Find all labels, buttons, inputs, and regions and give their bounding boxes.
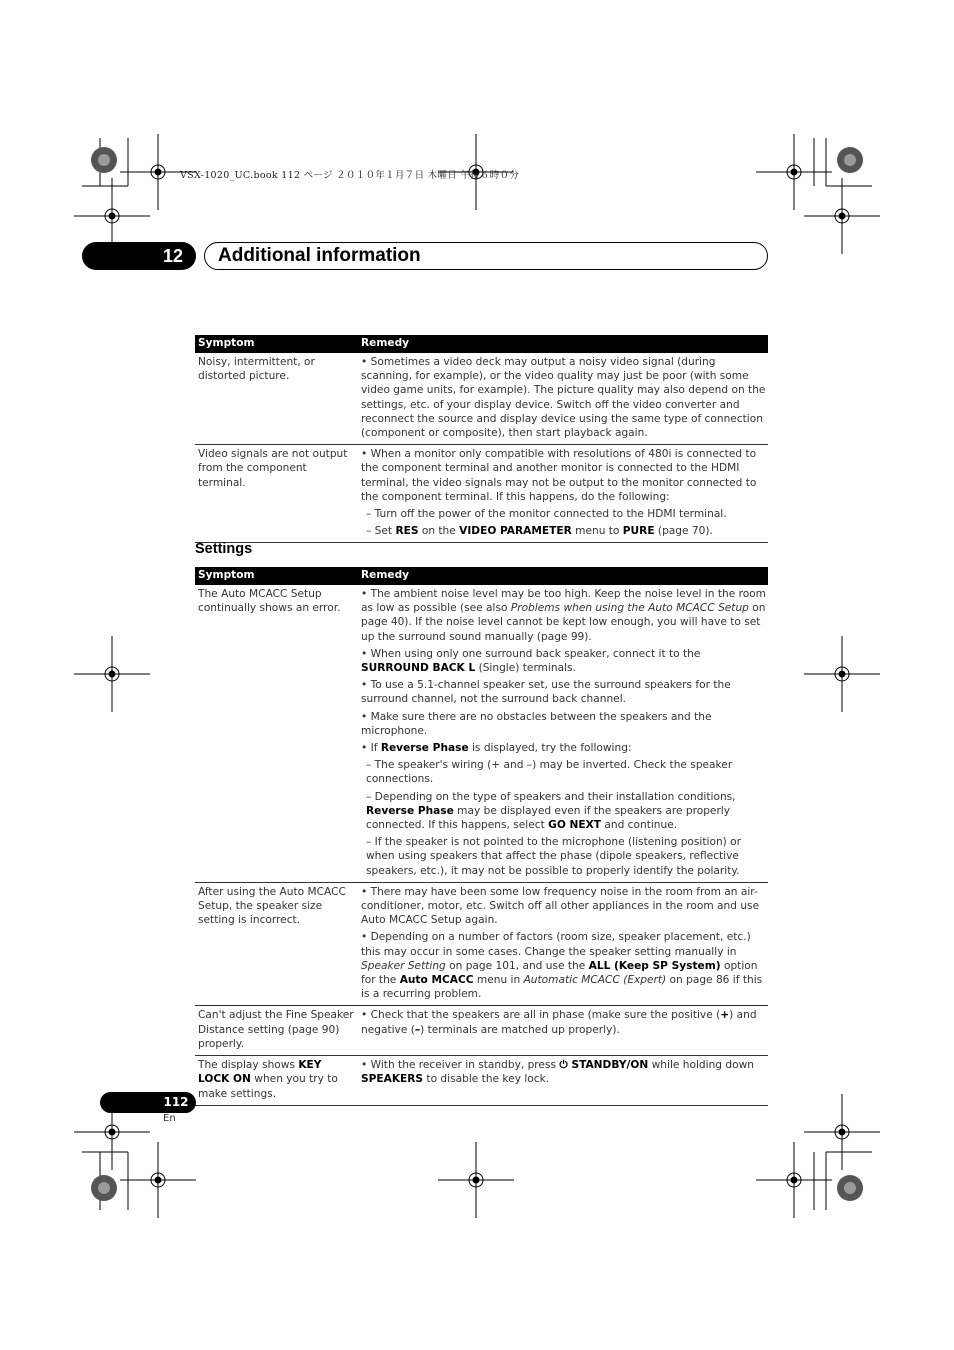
starburst-target-icon xyxy=(837,147,863,173)
remedy-text: • When using only one surround back speaker, connect it to the SURROUND BACK L (Single) terminals. xyxy=(361,647,701,675)
registration-mark-icon xyxy=(120,1142,196,1218)
symptom-cell: After using the Auto MCACC Setup, the speaker size setting is incorrect. xyxy=(198,885,346,927)
remedy-text: • There may have been some low frequency noise in the room from an air-conditioner, motor, etc. Switch off all other appliances in the room and use Auto MCACC Setup again. xyxy=(361,885,760,927)
remedy-text: – Turn off the power of the monitor connected to the HDMI terminal. xyxy=(366,508,727,521)
table-row xyxy=(195,585,768,883)
standby-power-icon: ⏻ xyxy=(559,1059,568,1072)
header-remedy: Remedy xyxy=(361,337,410,349)
registration-mark-icon xyxy=(438,1142,514,1218)
chapter-number: 12 xyxy=(162,246,184,266)
registration-mark-icon xyxy=(756,134,832,210)
symptom-cell: Noisy, intermittent, or distorted picture. xyxy=(198,356,315,383)
remedy-text: • Make sure there are no obstacles between the speakers and the microphone. xyxy=(361,710,712,737)
remedy-text: • When a monitor only compatible with resolutions of 480i is connected to the component terminal and another monitor is connected to the HDMI terminal, the video signals may not be output to the monitor connected to the component terminal. If this happens, do the following: xyxy=(361,448,757,503)
page-language: En xyxy=(163,1113,176,1124)
table-header xyxy=(195,567,768,585)
header-remedy: Remedy xyxy=(361,569,410,581)
registration-mark-icon xyxy=(756,1142,832,1218)
remedy-cell xyxy=(358,447,768,538)
remedy-text: • With the receiver in standby, press ⏻ STANDBY/ON while holding down SPEAKERS to disable the key lock. xyxy=(361,1059,754,1086)
header-symptom: Symptom xyxy=(198,569,255,581)
table-header xyxy=(195,335,768,353)
section-title-settings: Settings xyxy=(195,541,253,557)
remedy-cell xyxy=(358,1008,768,1051)
remedy-text: – Depending on the type of speakers and their installation conditions, Reverse Phase may be displayed even if the speakers are properly connected. If this happens, select GO NEXT and continue. xyxy=(366,790,736,832)
remedy-cell xyxy=(358,355,768,440)
remedy-text: • Sometimes a video deck may output a noisy video signal (during scanning, for example), or the video quality may just be poor (with some video game units, for example). The picture quality may also depend on the settings, etc. of your display device. Switch off the video converter and reconnect the source and display device using the same type of connection (component or composite), then start playback again. xyxy=(361,356,766,440)
header-symptom: Symptom xyxy=(198,337,255,349)
troubleshooting-table-settings xyxy=(195,567,768,1106)
registration-mark-icon xyxy=(804,1094,880,1170)
symptom-cell: The Auto MCACC Setup continually shows an error. xyxy=(198,588,341,615)
symptom-cell: The display shows KEY LOCK ON when you try to make settings. xyxy=(198,1059,338,1100)
remedy-text: • The ambient noise level may be too high. Keep the noise level in the room as low as possible (see also Problems when using the Auto MCACC Setup on page 40). If the noise level cannot be kept low enough, you will have to set up the surround sound manually (page 99). xyxy=(361,588,766,643)
table-row xyxy=(195,353,768,445)
table-row xyxy=(195,1056,768,1106)
table-row xyxy=(195,1006,768,1056)
symptom-cell: Can't adjust the Fine Speaker Distance setting (page 90) properly. xyxy=(198,1009,354,1050)
registration-mark-icon xyxy=(804,636,880,712)
remedy-text: • Depending on a number of factors (room size, speaker placement, etc.) this may occur in some cases. Change the speaker setting manually in Speaker Setting on page 101, and use the ALL (Keep SP System) option for the Auto MCACC menu in Automatic MCACC (Expert) on page 86 if this is a recurring problem. xyxy=(361,931,763,1001)
remedy-cell xyxy=(358,1058,768,1101)
starburst-target-icon xyxy=(91,147,117,173)
symptom-cell: Video signals are not output from the component terminal. xyxy=(198,448,348,489)
starburst-target-icon xyxy=(837,1175,863,1201)
remedy-text: • To use a 5.1-channel speaker set, use the surround speakers for the surround channel, not the surround back channel. xyxy=(361,679,731,706)
remedy-text: – If the speaker is not pointed to the microphone (listening position) or when using speakers that affect the phase (dipole speakers, reflective speakers, etc.), it may not be possible to properly identify the polarity. xyxy=(366,836,742,877)
registration-mark-icon xyxy=(804,178,880,254)
remedy-text: • If Reverse Phase is displayed, try the following: xyxy=(361,742,632,755)
starburst-target-icon xyxy=(91,1175,117,1201)
page-number: 112 xyxy=(163,1095,189,1109)
remedy-text: – Set RES on the VIDEO PARAMETER menu to PURE (page 70). xyxy=(366,525,713,538)
chapter-title: Additional information xyxy=(218,245,421,266)
print-header: VSX-1020_UC.book 112 ページ ２０１０年１月７日 木曜日 午後６時０分 xyxy=(180,170,520,181)
remedy-cell xyxy=(358,885,768,1002)
registration-mark-icon xyxy=(74,636,150,712)
remedy-text: – The speaker's wiring (+ and –) may be inverted. Check the speaker connections. xyxy=(366,759,733,786)
table-row xyxy=(195,883,768,1007)
remedy-cell xyxy=(358,587,768,878)
remedy-text: • Check that the speakers are all in phase (make sure the positive (+) and negative (–) terminals are matched up properly). xyxy=(361,1009,757,1036)
table-row xyxy=(195,445,768,543)
troubleshooting-table-video xyxy=(195,335,768,543)
